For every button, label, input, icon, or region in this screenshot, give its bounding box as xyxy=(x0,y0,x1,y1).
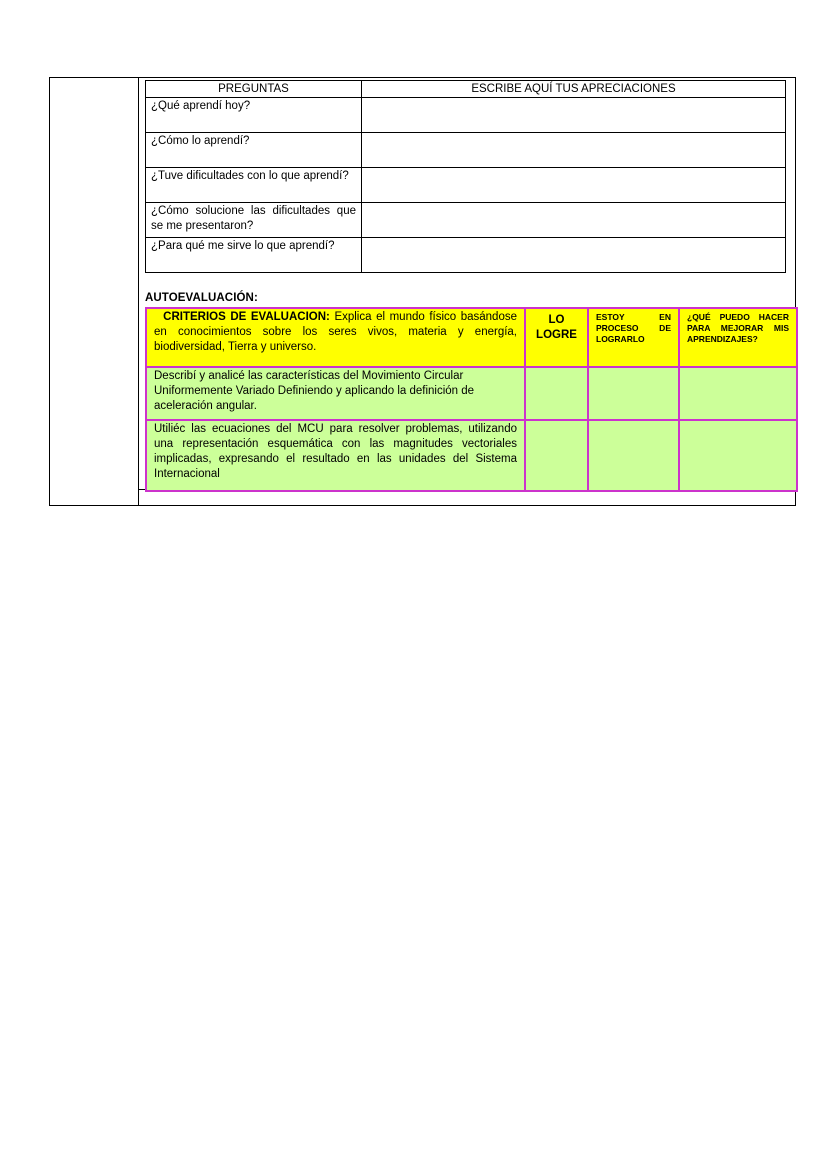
autoevaluacion-header-row xyxy=(146,308,797,367)
criterios-label: CRITERIOS DE EVALUACION: xyxy=(163,311,330,323)
question-cell: ¿Qué aprendí hoy? xyxy=(146,98,362,133)
autoevaluacion-table xyxy=(145,307,798,492)
header-apreciaciones: ESCRIBE AQUÍ TUS APRECIACIONES xyxy=(362,81,786,98)
answer-cell[interactable] xyxy=(362,203,786,238)
como-mejorar-cell[interactable] xyxy=(679,420,797,491)
question-cell: ¿Cómo solucione las dificultades que se me presentaron? xyxy=(146,203,362,238)
como-mejorar-cell[interactable] xyxy=(679,367,797,420)
table-row xyxy=(146,203,786,238)
header-preguntas: PREGUNTAS xyxy=(146,81,362,98)
table-row xyxy=(146,367,797,420)
header-lo-logre: LO LOGRE xyxy=(525,308,588,367)
answer-cell[interactable] xyxy=(362,98,786,133)
question-cell: ¿Cómo lo aprendí? xyxy=(146,133,362,168)
table-row xyxy=(146,168,786,203)
lo-logre-cell[interactable] xyxy=(525,420,588,491)
question-cell: ¿Tuve dificultades con lo que aprendí? xyxy=(146,168,362,203)
question-cell: ¿Para qué me sirve lo que aprendí? xyxy=(146,238,362,273)
autoevaluacion-title: AUTOEVALUACIÓN: xyxy=(145,292,258,304)
criterio-cell: Describí y analicé las características del Movimiento Circular Uniformemente Variado Definiendo y aplicando la definición de aceleración angular. xyxy=(146,367,525,420)
preguntas-header-row xyxy=(146,81,786,98)
header-como-mejorar: ¿QUÉ PUEDO HACER PARA MEJORAR MIS APRENDIZAJES? xyxy=(679,308,797,367)
header-en-proceso: ESTOY EN PROCESO DE LOGRARLO xyxy=(588,308,679,367)
table-row xyxy=(146,420,797,491)
criterios-header-cell xyxy=(146,308,525,367)
en-proceso-cell[interactable] xyxy=(588,367,679,420)
answer-cell[interactable] xyxy=(362,168,786,203)
lo-logre-cell[interactable] xyxy=(525,367,588,420)
table-row xyxy=(146,133,786,168)
left-margin-column xyxy=(50,78,139,505)
answer-cell[interactable] xyxy=(362,238,786,273)
preguntas-table xyxy=(145,80,786,273)
en-proceso-cell[interactable] xyxy=(588,420,679,491)
table-row xyxy=(146,238,786,273)
criterios-text: Explica el mundo físico basándose en conocimientos sobre los seres vivos, materia y energía, biodiversidad, Tierra y universo. xyxy=(154,311,517,353)
table-row xyxy=(146,98,786,133)
answer-cell[interactable] xyxy=(362,133,786,168)
criterio-cell: Utiliéc las ecuaciones del MCU para resolver problemas, utilizando una representación esquemática con las magnitudes vectoriales implicadas, expresando el resultado en las unidades del Sistema Internacional xyxy=(146,420,525,491)
